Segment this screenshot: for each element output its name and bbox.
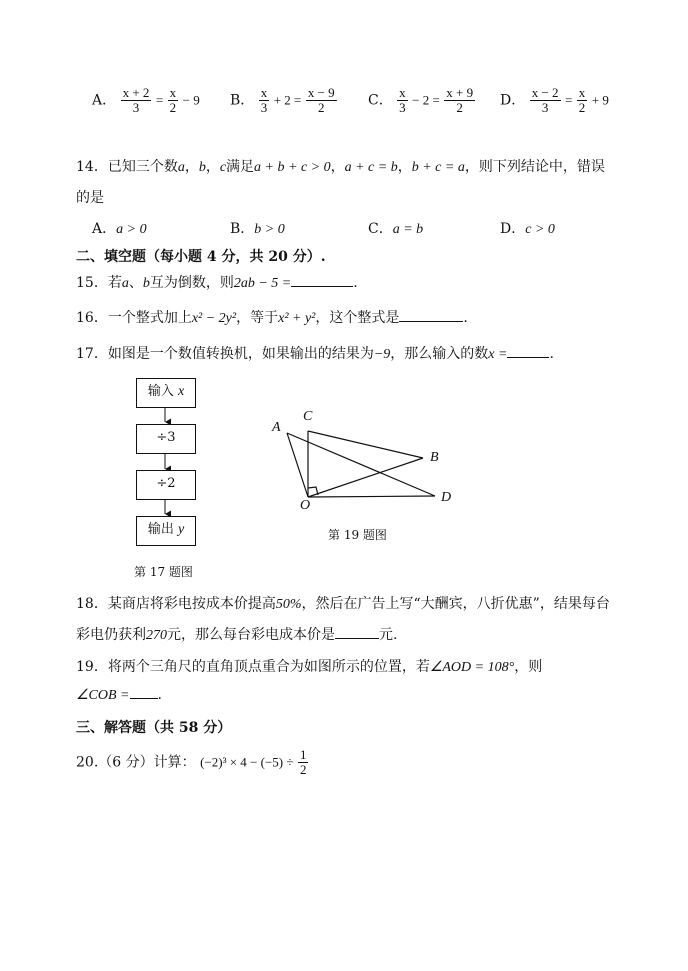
question-18-line1: 18．某商店将彩电按成本价提高50%，然后在广告上写“大酬宾，八折优惠”，结果每台 — [76, 596, 610, 612]
question-20: 20.（6 分）计算： (−2)³ × 4 − (−5) ÷ $\frac{1}{2}$ — [76, 747, 307, 777]
segment-CB — [308, 431, 423, 458]
q13-option-d: D． $\frac{x - 2}{3}$ = $\frac{x}{2}$ + 9 — [500, 85, 609, 115]
question-15: 15．若a、b互为倒数，则2ab − 5 = . — [76, 275, 358, 291]
segment-AD — [287, 433, 435, 496]
q14-option-d: D．c > 0 — [500, 221, 555, 237]
figure-17-caption: 第 17 题图 — [134, 565, 193, 579]
q18-answer-blank[interactable] — [335, 638, 379, 639]
q14-option-c: C．a = b — [368, 221, 424, 237]
section-2-heading: 二、填空题（每小题 4 分，共 20 分）. — [76, 249, 326, 265]
segment-OB — [308, 458, 423, 497]
q13-option-b: B． $\frac{x}{3}$ + 2 = $\frac{x - 9}{2}$ — [230, 85, 335, 115]
question-14-line1: 14．已知三个数a，b，c满足a + b + c > 0，a + c = b，b + c = a，则下列结论中，错误 — [76, 159, 605, 175]
q14-option-a: A．a > 0 — [92, 221, 147, 237]
q15-answer-blank[interactable] — [291, 286, 353, 287]
figure-19-caption: 第 19 题图 — [328, 528, 387, 542]
flow-input-box: 输入 x — [136, 378, 196, 408]
q19-answer-blank[interactable] — [130, 698, 158, 699]
question-18-line2: 彩电仍获利270元，那么每台彩电成本价是 元. — [76, 627, 398, 643]
segment-OA — [287, 433, 308, 497]
flow-divide-3-box: ÷3 — [136, 424, 196, 454]
q16-answer-blank[interactable] — [399, 321, 463, 322]
question-17: 17．如图是一个数值转换机，如果输出的结果为−9，那么输入的数x = . — [76, 346, 554, 362]
q14-option-b: B．b > 0 — [230, 221, 285, 237]
point-A-label: A — [272, 420, 281, 435]
point-D-label: D — [441, 490, 452, 505]
point-O-label: O — [300, 498, 311, 513]
flow-output-box: 输出 y — [136, 516, 196, 546]
question-14-line2: 的是 — [76, 190, 104, 206]
flow-divide-2-box: ÷2 — [136, 470, 196, 500]
q13-option-a: A． $\frac{x + 2}{3}$ = $\frac{x}{2}$ − 9 — [92, 85, 200, 115]
question-19-line2: ∠COB = . — [76, 687, 162, 703]
q17-answer-blank[interactable] — [507, 357, 549, 358]
segment-OD — [308, 496, 435, 497]
point-C-label: C — [303, 409, 313, 424]
q13-option-c: C． $\frac{x}{3}$ − 2 = $\frac{x + 9}{2}$ — [368, 85, 474, 115]
question-16: 16．一个整式加上x² − 2y²，等于x² + y²，这个整式是 . — [76, 310, 468, 326]
question-19-line1: 19．将两个三角尺的直角顶点重合为如图所示的位置，若∠AOD = 108°，则 — [76, 659, 543, 675]
section-3-heading: 三、解答题（共 58 分） — [76, 720, 232, 736]
point-B-label: B — [430, 450, 439, 465]
